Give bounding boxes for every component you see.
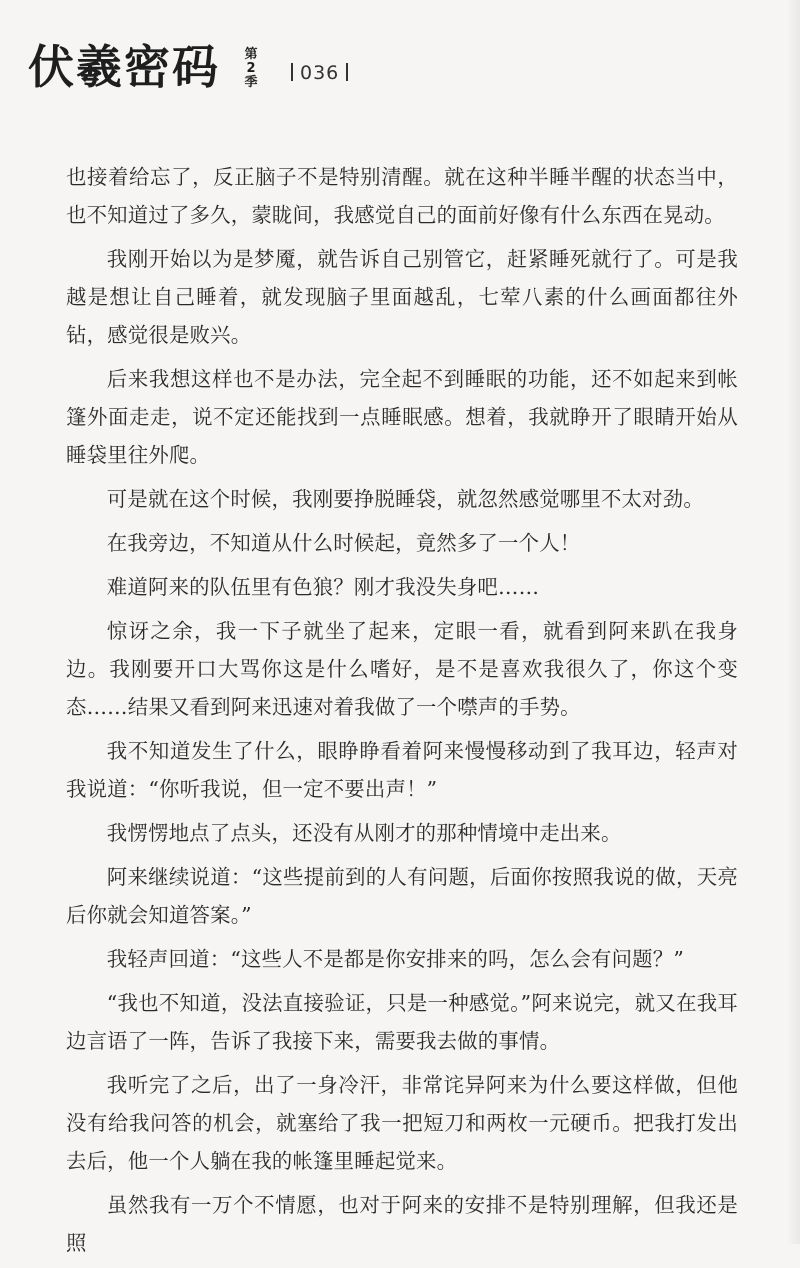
paragraph: 也接着给忘了，反正脑子不是特别清醒。就在这种半睡半醒的状态当中，也不知道过了多久，蒙眬间，我感觉自己的面前好像有什么东西在晃动。 xyxy=(66,165,738,227)
paragraph: 后来我想这样也不是办法，完全起不到睡眠的功能，还不如起来到帐篷外面走走，说不定还能找到一点睡眠感。想着，我就睁开了眼睛开始从睡袋里往外爬。 xyxy=(66,367,738,467)
paragraph: 我听完了之后，出了一身冷汗，非常诧异阿来为什么要这样做，但他没有给我问答的机会，就塞给了我一把短刀和两枚一元硬币。把我打发出去后，他一个人躺在我的帐篷里睡起觉来。 xyxy=(66,1073,738,1173)
paragraph: 虽然我有一万个不情愿，也对于阿来的安排不是特别理解，但我还是照 xyxy=(66,1193,738,1255)
paragraph: 可是就在这个时候，我刚要挣脱睡袋，就忽然感觉哪里不太对劲。 xyxy=(106,487,704,511)
paragraph: “我也不知道，没法直接验证，只是一种感觉。”阿来说完，就又在我耳边言语了一阵，告诉了我接下来，需要我去做的事情。 xyxy=(66,991,738,1053)
paragraph: 我刚开始以为是梦魇，就告诉自己别管它，赶紧睡死就行了。可是我越是想让自己睡着，就发现脑子里面越乱，七荤八素的什么画面都往外钻，感觉很是败兴。 xyxy=(66,247,738,347)
paragraph: 我愣愣地点了点头，还没有从刚才的那种情境中走出来。 xyxy=(106,821,622,845)
page-header xyxy=(28,34,548,104)
paragraph: 我不知道发生了什么，眼睁睁看着阿来慢慢移动到了我耳边，轻声对我说道：“你听我说，但一定不要出声！” xyxy=(66,739,738,801)
season-char-3: 季 xyxy=(244,75,258,90)
paragraph: 我轻声回道：“这些人不是都是你安排来的吗，怎么会有问题？” xyxy=(106,947,684,971)
paragraph: 难道阿来的队伍里有色狼？刚才我没失身吧…… xyxy=(106,575,540,599)
page-number-block xyxy=(284,62,355,84)
page-number-left-bar xyxy=(291,63,293,81)
paragraph: 惊讶之余，我一下子就坐了起来，定眼一看，就看到阿来趴在我身边。我刚要开口大骂你这是什么嗜好，是不是喜欢我很久了，你这个变态……结果又看到阿来迅速对着我做了一个噤声的手势。 xyxy=(66,619,738,719)
book-title: 伏羲密码 xyxy=(28,40,220,94)
page-number: 036 xyxy=(300,62,340,84)
page-number-right-bar xyxy=(346,63,348,81)
season-char-1: 第 xyxy=(244,47,258,62)
paragraph: 在我旁边，不知道从什么时候起，竟然多了一个人！ xyxy=(106,531,581,555)
season-label xyxy=(242,48,260,90)
body-text xyxy=(66,158,738,1268)
season-char-2: 2 xyxy=(246,61,256,76)
page-edge-shadow xyxy=(786,0,800,1244)
paragraph: 阿来继续说道：“这些提前到的人有问题，后面你按照我说的做，天亮后你就会知道答案。” xyxy=(66,865,738,927)
